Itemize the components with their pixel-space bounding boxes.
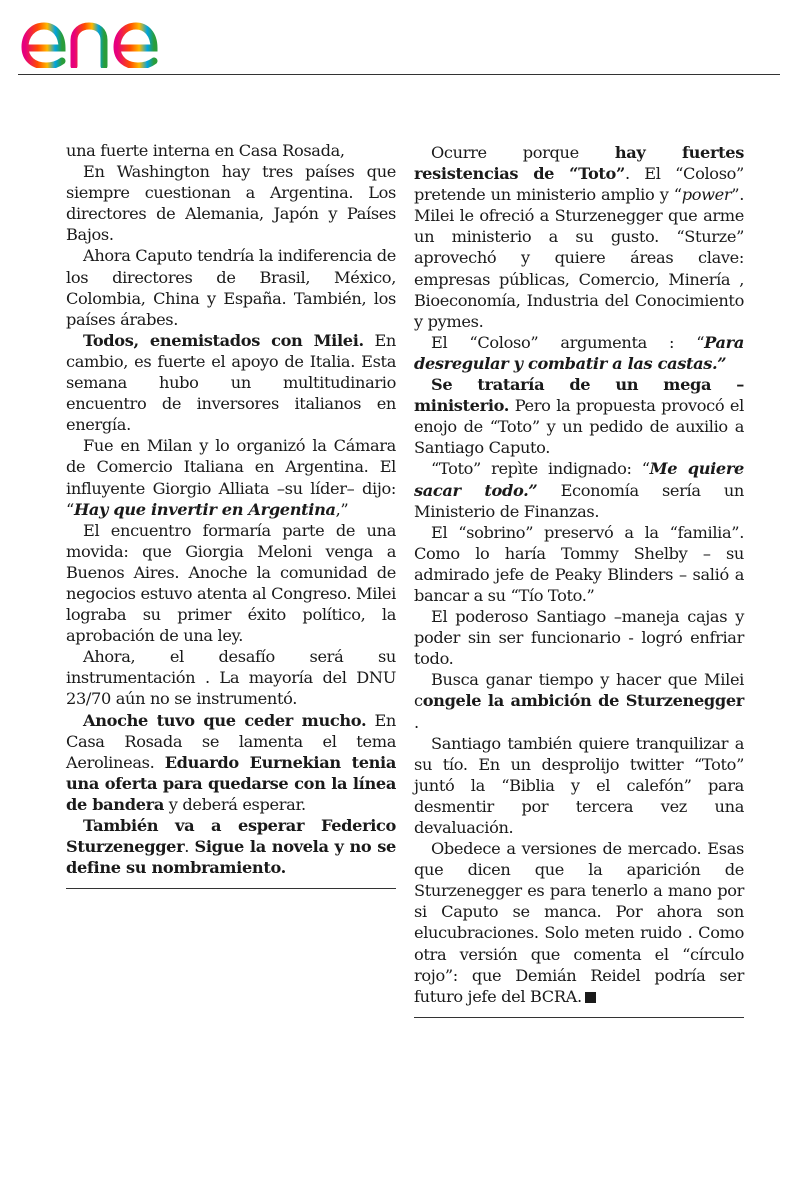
text-run: Ahora, el desafío será su instrumentación . La mayoría del DNU 23/70 aún no se instrumentó. — [66, 647, 396, 709]
text-run: y deberá esperar. — [163, 794, 306, 814]
text-run: Anoche tuvo que ceder mucho. — [83, 710, 367, 730]
paragraph — [414, 522, 744, 606]
header-divider — [18, 74, 780, 75]
text-run: Economía sería un Ministerio de Finanzas. — [414, 480, 744, 521]
text-run: Fue en Milan y lo organizó la Cámara de Comercio Italiana en Argentina. El influyente Giorgio Alliata –su líder– dijo: “ — [66, 436, 396, 519]
text-run: Eduardo Eurnekian tenia una oferta para quedarse con la línea de bandera — [66, 752, 396, 814]
text-run: En Casa Rosada se lamenta el tema Aerolineas. — [66, 710, 396, 772]
text-run: “Toto” repìte indignado: “ — [431, 459, 650, 479]
paragraph — [414, 606, 744, 669]
paragraph — [414, 838, 744, 1007]
text-run: . El “Coloso” pretende un ministerio amplio y “ — [414, 164, 744, 205]
end-mark-icon — [585, 992, 596, 1003]
paragraph — [414, 332, 744, 374]
left-column-rule — [66, 888, 396, 889]
paragraph — [66, 520, 396, 647]
paragraph — [66, 646, 396, 709]
paragraph — [66, 140, 396, 161]
paragraph — [66, 330, 396, 435]
text-run: Hay que invertir en Argentina — [73, 499, 336, 519]
text-run: En Washington hay tres países que siempre cuestionan a Argentina. Los directores de Alemania, Japón y Países Bajos. — [66, 162, 396, 245]
text-run: Ocurre porque — [431, 143, 615, 162]
left-paragraphs — [66, 140, 396, 878]
text-run: Santiago también quiere tranquilizar a su tío. En un desprolijo twitter “Toto” juntó la “Biblia y el calefón” para desmentir por tercera vez una devaluación. — [414, 733, 744, 837]
text-run: Todos, enemistados con Milei. — [83, 330, 364, 350]
text-run: Obedece a versiones de mercado. Esas que dicen que la aparición de Sturzenegger es para tenerlo a mano por si Caputo se manca. Por ahora son elucubraciones. Solo meten ruido . Como otra versión que comenta el “círculo rojo”: que Demián Reidel podría ser futuro jefe del BCRA. — [414, 839, 744, 1006]
right-column-rule — [414, 1017, 744, 1018]
page-header — [0, 0, 800, 80]
text-run: Sigue la novela y no se define su nombramiento. — [66, 837, 396, 878]
right-paragraphs — [414, 142, 744, 1007]
paragraph — [66, 815, 396, 878]
article-column-right — [414, 142, 744, 1018]
text-run: ongele la ambición de Sturzenegger — [422, 691, 744, 711]
paragraph — [414, 458, 744, 521]
text-run: power — [681, 185, 732, 205]
paragraph — [414, 142, 744, 332]
text-run: ,” — [335, 499, 349, 519]
text-run: Me quiere sacar todo.” — [414, 459, 744, 500]
enel-logo — [18, 4, 208, 68]
paragraph — [66, 710, 396, 815]
text-run: También va a esperar Federico Sturzenegger — [66, 816, 396, 857]
text-run: El “Coloso” argumenta : “ — [431, 332, 705, 352]
text-run: En cambio, es fuerte el apoyo de Italia. Esta semana hubo un multitudinario encuentro de inversores italianos en energía. — [66, 330, 396, 435]
paragraph — [414, 733, 744, 838]
text-run: Para desregular y combatir a las castas.” — [414, 332, 744, 373]
paragraph — [66, 435, 396, 519]
text-run: Ahora Caputo tendría la indiferencia de los directores de Brasil, México, Colombia, China y España. También, los países árabes. — [66, 246, 396, 329]
paragraph — [414, 374, 744, 458]
text-run: ”. Milei le ofreció a Sturzenegger que arme un ministerio a su gusto. “Sturze” aprovechó y quiere áreas clave: empresas públicas, Comercio, Minería , Bioeconomía, Industria del Conocimiento y pymes. — [414, 185, 744, 331]
paragraph — [66, 161, 396, 245]
paragraph — [414, 669, 744, 732]
text-run: El “sobrino” preservó a la “familia”. Como lo haría Tommy Shelby – su admirado jefe de Peaky Blinders – salió a bancar a su “Tío Toto.” — [414, 522, 744, 605]
text-run: una fuerte interna en Casa Rosada, — [66, 141, 345, 160]
text-run: El poderoso Santiago –maneja cajas y poder sin ser funcionario - logró enfriar todo. — [414, 607, 744, 669]
text-run: . — [414, 712, 419, 732]
text-run: Pero la propuesta provocó el enojo de “Toto” y un pedido de auxilio a Santiago Caputo. — [414, 396, 744, 458]
text-run: Se trataría de un mega – ministerio. — [414, 375, 744, 416]
text-run: El encuentro formaría parte de una movida: que Giorgia Meloni venga a Buenos Aires. Anoche la comunidad de negocios estuvo atenta al Congreso. Milei lograba su primer éxito político, la aprobación de una ley. — [66, 520, 396, 646]
paragraph — [66, 245, 396, 329]
article-column-left — [66, 140, 396, 889]
text-run: hay fuertes resistencias de “Toto” — [414, 143, 744, 184]
text-run: . — [184, 837, 195, 857]
text-run: Busca ganar tiempo y hacer que Milei c — [414, 670, 744, 711]
